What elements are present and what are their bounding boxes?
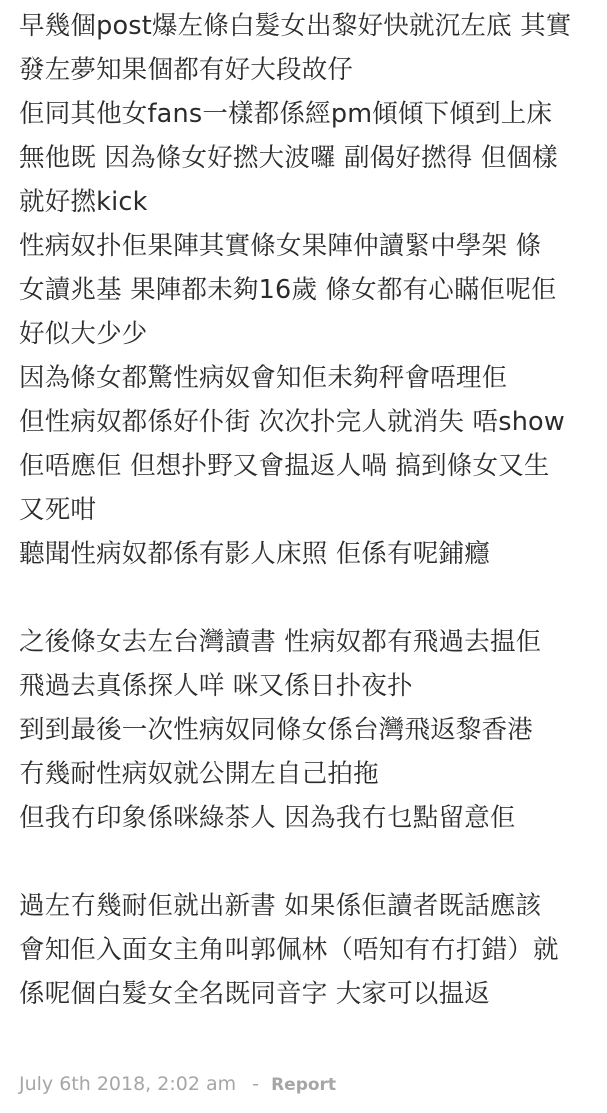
post-footer: [19, 1070, 336, 1099]
post-line: 佢唔應佢 但想扑野又會揾返人喎 搞到條女又生: [19, 451, 550, 481]
post-line: 係呢個白髮女全名既同音字 大家可以揾返: [19, 979, 490, 1009]
post-line: 聽聞性病奴都係有影人床照 佢係有呢鋪癮: [19, 539, 490, 569]
post-line: 飛過去真係探人咩 咪又係日扑夜扑: [19, 671, 413, 701]
post-line: 好似大少少: [19, 319, 148, 349]
post-paragraph: [19, 620, 607, 840]
post-timestamp: July 6th 2018, 2:02 am: [19, 1073, 237, 1095]
post-line: 因為條女都驚性病奴會知佢未夠秤會唔理佢: [19, 363, 508, 393]
post-line: 但性病奴都係好仆街 次次扑完人就消失 唔show: [19, 407, 565, 437]
footer-separator: -: [252, 1073, 260, 1095]
post-line: 過左冇幾耐佢就出新書 如果係佢讀者既話應該: [19, 891, 542, 921]
post-line: 早幾個post爆左條白髮女出黎好快就沉左底 其實: [19, 11, 572, 41]
post-line: 但我冇印象係咪綠茶人 因為我冇乜點留意佢: [19, 803, 516, 833]
post-line: 又死咁: [19, 495, 97, 525]
post-line: 之後條女去左台灣讀書 性病奴都有飛過去揾佢: [19, 627, 542, 657]
post-line: 到到最後一次性病奴同條女係台灣飛返黎香港: [19, 715, 534, 745]
post-line: 冇幾耐性病奴就公開左自己拍拖: [19, 759, 379, 789]
post-line: 女讀兆基 果陣都未夠16歲 條女都有心瞞佢呢佢: [19, 275, 557, 305]
post-line: 無他既 因為條女好撚大波囉 副偈好撚得 但個樣: [19, 143, 558, 173]
post-line: 發左夢知果個都有好大段故仔: [19, 55, 354, 85]
post-line: 性病奴扑佢果陣其實條女果陣仲讀緊中學架 條: [19, 231, 542, 261]
report-link[interactable]: Report: [271, 1075, 337, 1095]
post-line: 就好撚kick: [19, 187, 148, 217]
post-body: [19, 4, 607, 1060]
post-paragraph: [19, 4, 607, 576]
post-paragraph: [19, 884, 607, 1016]
post-line: 佢同其他女fans一樣都係經pm傾傾下傾到上床: [19, 99, 553, 129]
post-line: 會知佢入面女主角叫郭佩林（唔知有冇打錯）就: [19, 935, 559, 965]
